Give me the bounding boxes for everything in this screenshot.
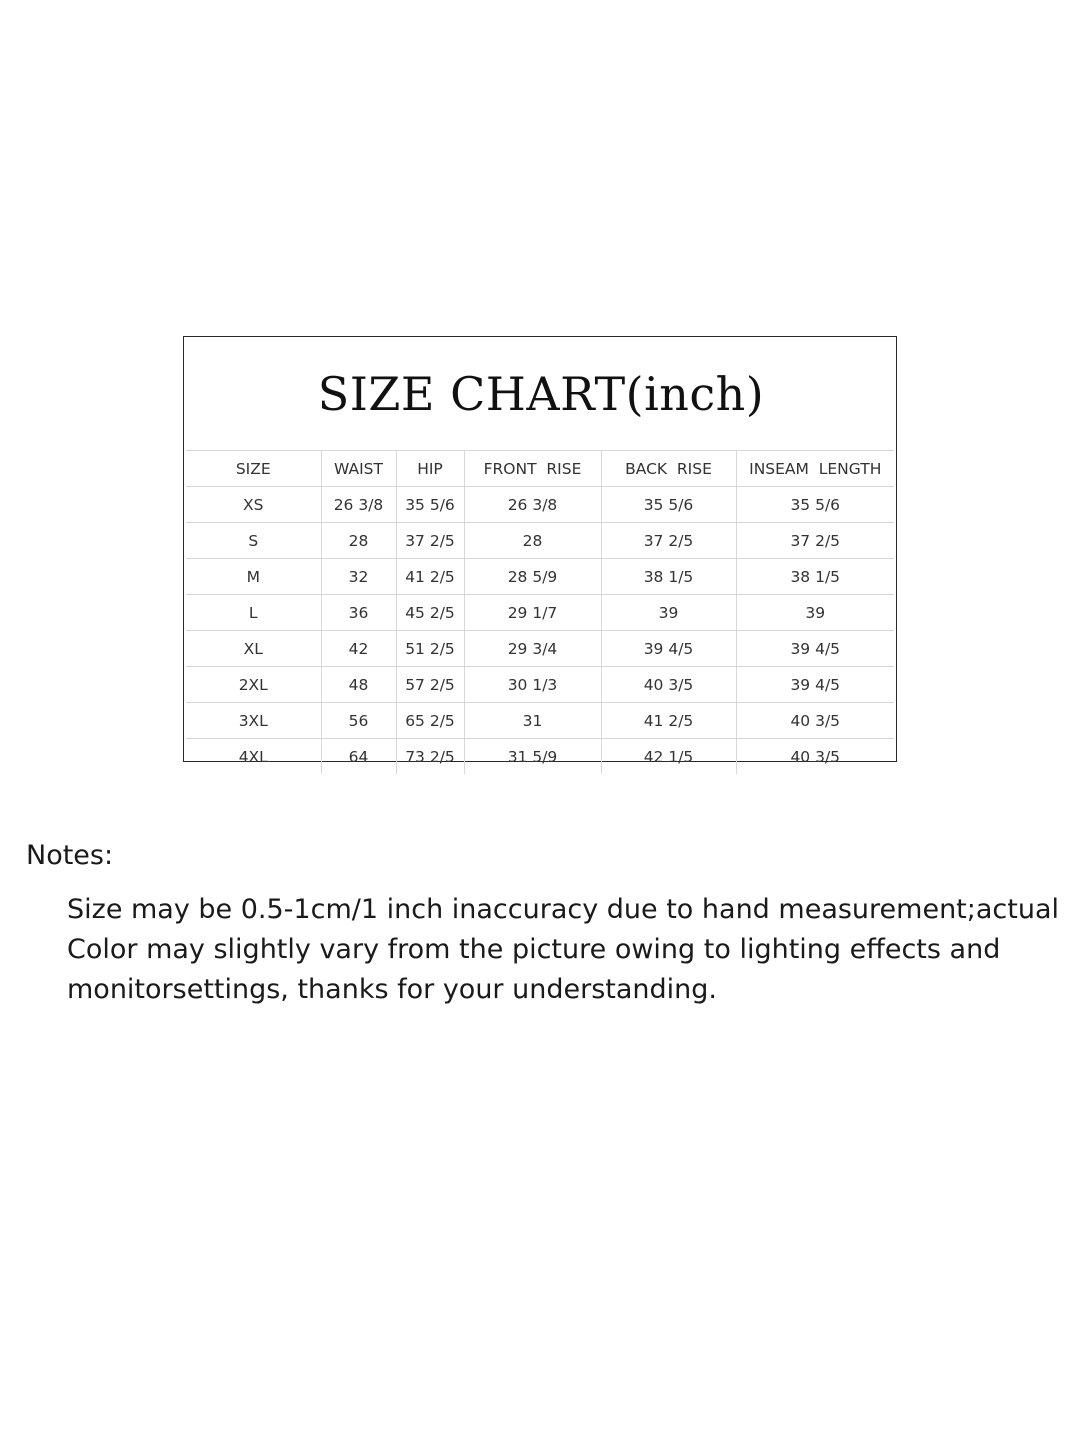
table-cell: 40 3/5	[736, 739, 894, 775]
table-cell: 31	[464, 703, 601, 739]
table-cell: 3XL	[186, 703, 321, 739]
table-cell: 57 2/5	[396, 667, 464, 703]
table-row	[186, 595, 894, 631]
table-cell: 48	[321, 667, 396, 703]
table-row	[186, 667, 894, 703]
table-cell: 28 5/9	[464, 559, 601, 595]
table-cell: XS	[186, 487, 321, 523]
table-cell: 26 3/8	[321, 487, 396, 523]
table-cell: 56	[321, 703, 396, 739]
column-header-inseam-length: INSEAM LENGTH	[736, 451, 894, 487]
table-cell: 65 2/5	[396, 703, 464, 739]
table-cell: 45 2/5	[396, 595, 464, 631]
table-row	[186, 739, 894, 775]
table-cell: 64	[321, 739, 396, 775]
table-row	[186, 559, 894, 595]
column-header-hip: HIP	[396, 451, 464, 487]
table-cell: XL	[186, 631, 321, 667]
table-cell: 35 5/6	[601, 487, 736, 523]
table-cell: 29 1/7	[464, 595, 601, 631]
table-cell: 29 3/4	[464, 631, 601, 667]
table-cell: 39	[736, 595, 894, 631]
table-cell: S	[186, 523, 321, 559]
notes-heading: Notes:	[26, 840, 114, 871]
size-chart-title: SIZE CHART(inch)	[317, 367, 765, 421]
table-header-row	[186, 451, 894, 487]
table-cell: 2XL	[186, 667, 321, 703]
size-chart	[183, 336, 897, 766]
notes-line: Size may be 0.5-1cm/1 inch inaccuracy due to hand measurement;actual	[67, 894, 1059, 925]
table-cell: 41 2/5	[601, 703, 736, 739]
table-cell: 40 3/5	[736, 703, 894, 739]
table-cell: 26 3/8	[464, 487, 601, 523]
table-cell: 38 1/5	[736, 559, 894, 595]
notes-line: Color may slightly vary from the picture owing to lighting effects and	[67, 934, 1001, 965]
table-cell: 37 2/5	[601, 523, 736, 559]
table-cell: 73 2/5	[396, 739, 464, 775]
table-cell: 39	[601, 595, 736, 631]
table-row	[186, 523, 894, 559]
table-cell: 41 2/5	[396, 559, 464, 595]
table-cell: 38 1/5	[601, 559, 736, 595]
notes-line: monitorsettings, thanks for your understanding.	[67, 974, 717, 1005]
table-cell: 32	[321, 559, 396, 595]
table-cell: 28	[321, 523, 396, 559]
table-cell: 37 2/5	[396, 523, 464, 559]
table-row	[186, 703, 894, 739]
table-cell: 51 2/5	[396, 631, 464, 667]
table-cell: 28	[464, 523, 601, 559]
notes-body	[67, 890, 1067, 1010]
table-cell: 30 1/3	[464, 667, 601, 703]
table-cell: L	[186, 595, 321, 631]
table-cell: 39 4/5	[601, 631, 736, 667]
column-header-front-rise: FRONT RISE	[464, 451, 601, 487]
table-cell: 39 4/5	[736, 631, 894, 667]
column-header-size: SIZE	[186, 451, 321, 487]
table-cell: 36	[321, 595, 396, 631]
table-row	[186, 487, 894, 523]
table-cell: 37 2/5	[736, 523, 894, 559]
table-cell: 4XL	[238, 747, 268, 766]
table-cell: M	[186, 559, 321, 595]
size-table	[186, 450, 894, 774]
table-cell: 42 1/5	[601, 739, 736, 775]
column-header-waist: WAIST	[321, 451, 396, 487]
column-header-back-rise: BACK RISE	[601, 451, 736, 487]
table-cell: 35 5/6	[736, 487, 894, 523]
table-cell: 31 5/9	[464, 739, 601, 775]
table-cell: 40 3/5	[601, 667, 736, 703]
table-cell: 39 4/5	[736, 667, 894, 703]
table-cell: 42	[321, 631, 396, 667]
table-cell: 35 5/6	[396, 487, 464, 523]
table-row	[186, 631, 894, 667]
